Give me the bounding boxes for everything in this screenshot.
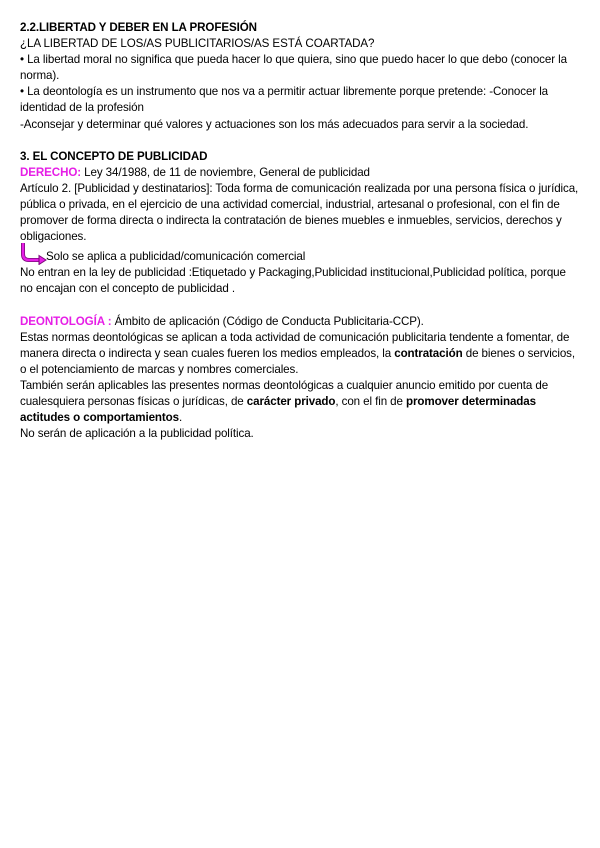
articulo-2-text: Artículo 2. [Publicidad y destinatarios]: Toda forma de comunicación realizada por una persona física o jurídica, pública o privada, en el ejercicio de una actividad comercial, industrial, artesanal o profesional, con el fin de promover de forma directa o indirecta la contratación de bienes muebles e inmuebles, servicios, derechos y obligaciones.: [20, 181, 579, 244]
bold-contratacion: contratación: [394, 346, 463, 360]
paragraph-aplicables-part-b: , con el fin de: [335, 394, 406, 408]
curved-arrow-right-icon: [20, 243, 48, 265]
section-heading: 3. EL CONCEPTO DE PUBLICIDAD: [20, 149, 208, 163]
section-heading: 2.2.LIBERTAD Y DEBER EN LA PROFESIÓN: [20, 21, 257, 34]
bold-caracter-privado: carácter privado: [246, 394, 336, 408]
paragraph-no-politica: No serán de aplicación a la publicidad política.: [20, 427, 254, 441]
derecho-label: DERECHO:: [20, 165, 82, 179]
bold-promover: promover determinadas actitudes o comportamientos: [20, 394, 536, 425]
paragraph-normas-part-b: de bienes o servicios, o el potenciamiento de marcas y nombres comerciales.: [20, 346, 576, 376]
section-deontologia: [20, 314, 580, 443]
paragraph-aplicables: [20, 378, 580, 426]
derecho-text: Ley 34/1988, de 11 de noviembre, General de publicidad: [81, 165, 370, 179]
derecho-line: [20, 165, 580, 181]
deontologia-label: DEONTOLOGÍA :: [20, 314, 112, 328]
paragraph-aplicables-part-c: .: [179, 411, 183, 425]
line-aconsejar: -Aconsejar y determinar qué valores y actuaciones son los más adecuados para servir a la sociedad.: [20, 117, 529, 131]
deontologia-line: [20, 314, 580, 330]
deontologia-text: Ámbito de aplicación (Código de Conducta Publicitaria-CCP).: [111, 314, 424, 328]
arrow-note-text: Solo se aplica a publicidad/comunicación comercial: [46, 250, 306, 264]
arrow-note: [20, 249, 580, 265]
paragraph-aplicables-part-a: También serán aplicables las presentes normas deontológicas a cualquier anuncio emitido por cuenta de cualesquiera personas físicas o jurídicas, de: [20, 378, 549, 408]
paragraph-normas: [20, 330, 580, 378]
section-libertad-deber: [20, 20, 580, 133]
section-concepto-publicidad: [20, 149, 580, 298]
no-entran-text: No entran en la ley de publicidad :Etiquetado y Packaging,Publicidad institucional,Publicidad política, porque no encajan con el concepto de publicidad .: [20, 266, 566, 296]
section-question: ¿LA LIBERTAD DE LOS/AS PUBLICITARIOS/AS ESTÁ COARTADA?: [20, 37, 375, 51]
bullet-libertad-moral: • La libertad moral no significa que pueda hacer lo que quiera, sino que puedo hacer lo que debo (conocer la norma).: [20, 53, 567, 83]
paragraph-normas-part-a: Estas normas deontológicas se aplican a toda actividad de comunicación publicitaria tendente a fomentar, de manera directa o indirecta y sean cuales fueren los medios empleados, la: [20, 330, 570, 360]
bullet-deontologia: • La deontología es un instrumento que nos va a permitir actuar libremente porque pretende: -Conocer la identidad de la profesión: [20, 85, 549, 115]
document-page: [20, 20, 580, 442]
